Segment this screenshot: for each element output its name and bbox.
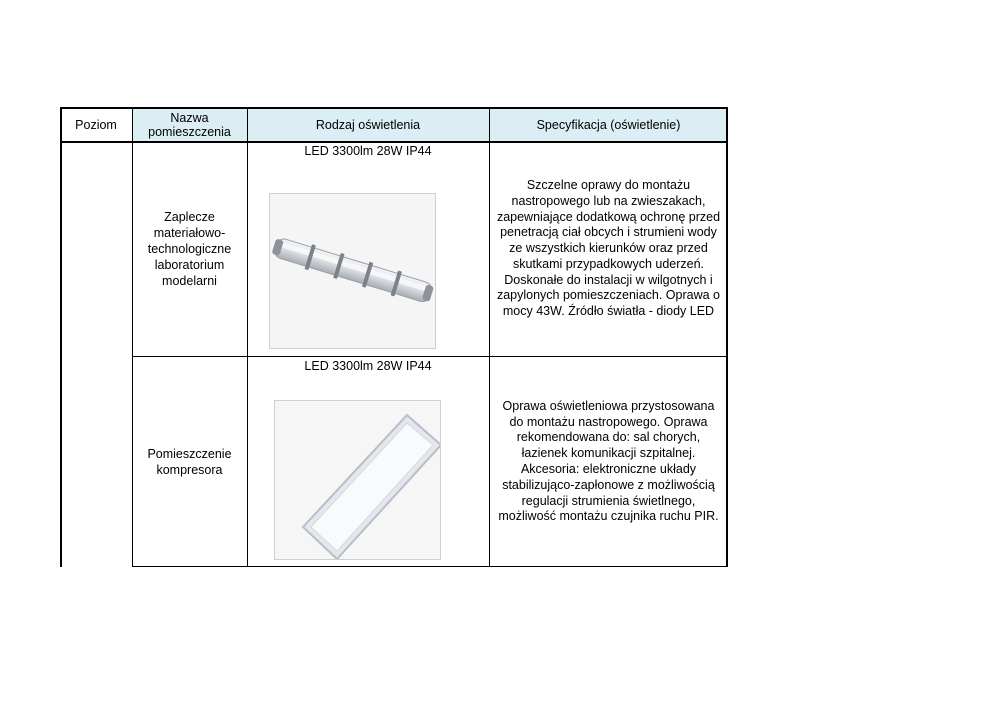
led-panel-luminaire-icon bbox=[274, 400, 441, 560]
col1-divider bbox=[132, 107, 133, 567]
header-room-name: Nazwa pomieszczenia bbox=[148, 110, 231, 139]
row1-specification: Szczelne oprawy do montażu nastropowego lub na zwieszakach, zapewniające dodatkową ochronę przed penetracją ciał obcych i strumieni wody ze wszystkich kierunków oraz przed skutkami przypadkowych uderzeń. Doskonałe do instalacji w wilgotnych i zapylonych pomieszczeniach. Oprawa o mocy 43W. Źródło światła - diody LED bbox=[496, 177, 721, 319]
col2-divider bbox=[247, 107, 248, 567]
top-border bbox=[60, 107, 728, 109]
header-specification: Specyfikacja (oświetlenie) bbox=[536, 117, 681, 132]
header-bottom-border bbox=[60, 141, 728, 143]
panel-luminaire-svg bbox=[275, 401, 440, 559]
row1-lighting-label: LED 3300lm 28W IP44 bbox=[304, 144, 432, 158]
left-border bbox=[60, 107, 62, 567]
bottom-border bbox=[132, 566, 728, 567]
row2-lighting-label: LED 3300lm 28W IP44 bbox=[304, 359, 432, 373]
lighting-spec-table bbox=[60, 107, 728, 567]
header-lighting-type: Rodzaj oświetlenia bbox=[315, 117, 421, 132]
linear-luminaire-svg bbox=[270, 194, 435, 348]
right-border bbox=[726, 107, 728, 567]
row2-specification: Oprawa oświetleniowa przystosowana do montażu nastropowego. Oprawa rekomendowana do: sal chorych, łazienek komunikacji szpitalnej. Akcesoria: elektroniczne układy stabilizująco-zapłonowe z możliwością regulacji strumienia świetlnego, możliwość montażu czujnika ruchu PIR. bbox=[498, 398, 719, 524]
linear-waterproof-luminaire-icon bbox=[269, 193, 436, 349]
row1-room-name: Zaplecze materiałowo- technologiczne laboratorium modelarni bbox=[147, 210, 232, 288]
col3-divider bbox=[489, 107, 490, 567]
row-divider bbox=[132, 356, 728, 357]
row2-room-name: Pomieszczenie kompresora bbox=[147, 447, 232, 477]
header-level: Poziom bbox=[75, 117, 117, 132]
